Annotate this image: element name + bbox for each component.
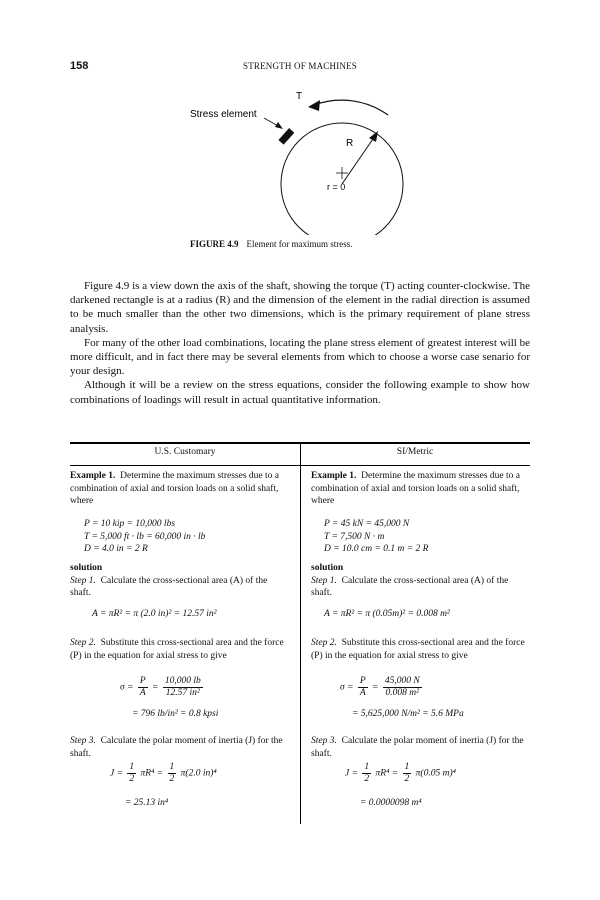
figure-caption [190, 239, 353, 249]
J-two-b: 2 [404, 774, 410, 784]
step2-text: Substitute this cross-sectional area and the force (P) in the equation for axial stress to give [311, 638, 525, 661]
solution-si [311, 562, 525, 600]
column-heading-si: SI/Metric [396, 447, 434, 457]
caption-number: FIGURE 4.9 [190, 239, 239, 249]
solution-label: solution [311, 563, 344, 573]
J-lhs: J = [110, 768, 124, 779]
column-us [70, 470, 284, 508]
given-P: P = 45 kN = 45,000 N [324, 519, 410, 529]
step1-text: Calculate the cross-sectional area (A) of the shaft. [70, 575, 268, 598]
sigma-equation-us [120, 676, 205, 699]
J-mid: πR⁴ = [375, 768, 399, 779]
given-D: D = 4.0 in = 2 R [84, 544, 148, 554]
J-equation-si [345, 762, 456, 785]
J-mid: πR⁴ = [140, 768, 164, 779]
example-text: Determine the maximum stresses due to a combination of axial and torsion loads on a solid shaft, where [70, 471, 279, 506]
solution-us [70, 562, 284, 600]
step3-text: Calculate the polar moment of inertia (J) for the shaft. [311, 736, 524, 759]
frac-num-val: 45,000 N [384, 676, 420, 686]
step3-us [70, 735, 284, 760]
paragraph-1: Figure 4.9 is a view down the axis of the shaft, showing the torque (T) acting counter-clockwise. The darkened rectangle is at a radius (R) and the dimension of the element in the radial direction is assumed to be much smaller than the other two dimensions, which is the primary requirement of plane stress analysis. [70, 280, 530, 335]
stress-element-rect [278, 128, 294, 145]
body-text [70, 279, 530, 407]
column-heading-us: U.S. Customary [154, 447, 216, 457]
paragraph-2: For many of the other load combinations, locating the plane stress element of greatest interest will be more difficult, and in fact there may be several elements from which to choose a worse case senario for your design. [70, 336, 530, 378]
given-values-si [324, 518, 428, 556]
sigma-eq: = [372, 682, 379, 693]
step1-label: Step 1. [70, 575, 96, 586]
area-equation-si: A = πR² = π (0.05m)² = 0.008 m² [324, 609, 450, 619]
table-column-divider [300, 442, 301, 824]
example-label: Example 1. [70, 471, 116, 481]
J-two-b: 2 [169, 774, 175, 784]
given-P: P = 10 kip = 10,000 lbs [84, 519, 176, 529]
J-lhs: J = [345, 768, 359, 779]
torque-arc [314, 100, 388, 115]
sigma-eq: = [152, 682, 159, 693]
example-text: Determine the maximum stresses due to a combination of axial and torsion loads on a solid shaft, where [311, 471, 520, 506]
torque-arrowhead [308, 100, 320, 111]
sigma-lhs: σ = [120, 682, 134, 693]
label-center: r = 0 [327, 182, 346, 192]
example-label: Example 1. [311, 471, 357, 481]
J-one-b: 1 [169, 762, 175, 772]
J-one-b: 1 [404, 762, 410, 772]
step3-label: Step 3. [311, 736, 337, 746]
column-si [311, 470, 525, 508]
J-one: 1 [364, 762, 370, 772]
step3-si [311, 735, 525, 760]
frac-den-A: A [139, 688, 146, 698]
given-T: T = 7,500 N · m [324, 531, 385, 542]
sigma-result-si: = 5,625,000 N/m² = 5.6 MPa [352, 709, 464, 719]
label-stress-element: Stress element [190, 109, 257, 120]
step3-label: Step 3. [70, 736, 96, 746]
paragraph-3: Although it will be a review on the stress equations, consider the following example to show how combinations of loadings will result in actual quantitative information. [70, 379, 530, 406]
step3-text: Calculate the polar moment of inertia (J) for the shaft. [70, 736, 283, 759]
frac-den-val: 0.008 m² [385, 688, 419, 698]
label-torque: T [296, 91, 303, 102]
figure-4-9 [180, 85, 440, 235]
J-equation-us [110, 762, 217, 785]
J-one: 1 [129, 762, 135, 772]
step1-text: Calculate the cross-sectional area (A) of the shaft. [311, 575, 509, 598]
step1-label: Step 1. [311, 575, 337, 586]
solution-label: solution [70, 563, 103, 573]
frac-num-P: P [359, 676, 366, 686]
J-two: 2 [129, 774, 135, 784]
page-number: 158 [70, 60, 89, 72]
J-tail: π(2.0 in)⁴ [180, 768, 217, 779]
label-radius: R [346, 138, 354, 149]
step2-label: Step 2. [311, 638, 337, 648]
sigma-result-us: = 796 lb/in² = 0.8 kpsi [132, 709, 219, 719]
sigma-equation-si [340, 676, 424, 699]
sigma-lhs: σ = [340, 682, 354, 693]
step2-si [311, 637, 525, 662]
frac-num-val: 10,000 lb [164, 676, 201, 686]
frac-den-A: A [359, 688, 366, 698]
step2-us [70, 637, 284, 662]
frac-num-P: P [139, 676, 146, 686]
caption-text: Element for maximum stress. [246, 239, 353, 249]
given-D: D = 10.0 cm = 0.1 m = 2 R [324, 544, 429, 554]
given-values-us [84, 518, 205, 556]
given-T: T = 5,000 ft · lb = 60,000 in · lb [84, 531, 206, 542]
step2-text: Substitute this cross-sectional area and the force (P) in the equation for axial stress to give [70, 638, 284, 661]
J-tail: π(0.05 m)⁴ [415, 768, 456, 779]
step2-label: Step 2. [70, 638, 96, 648]
J-two: 2 [364, 774, 370, 784]
J-result-us: = 25.13 in⁴ [125, 798, 169, 808]
J-result-si: = 0.0000098 m⁴ [360, 798, 422, 808]
radius-arrowhead [369, 131, 378, 142]
area-equation-us: A = πR² = π (2.0 in)² = 12.57 in² [92, 609, 217, 619]
running-title: STRENGTH OF MACHINES [242, 61, 357, 71]
frac-den-val: 12.57 in² [165, 688, 200, 698]
